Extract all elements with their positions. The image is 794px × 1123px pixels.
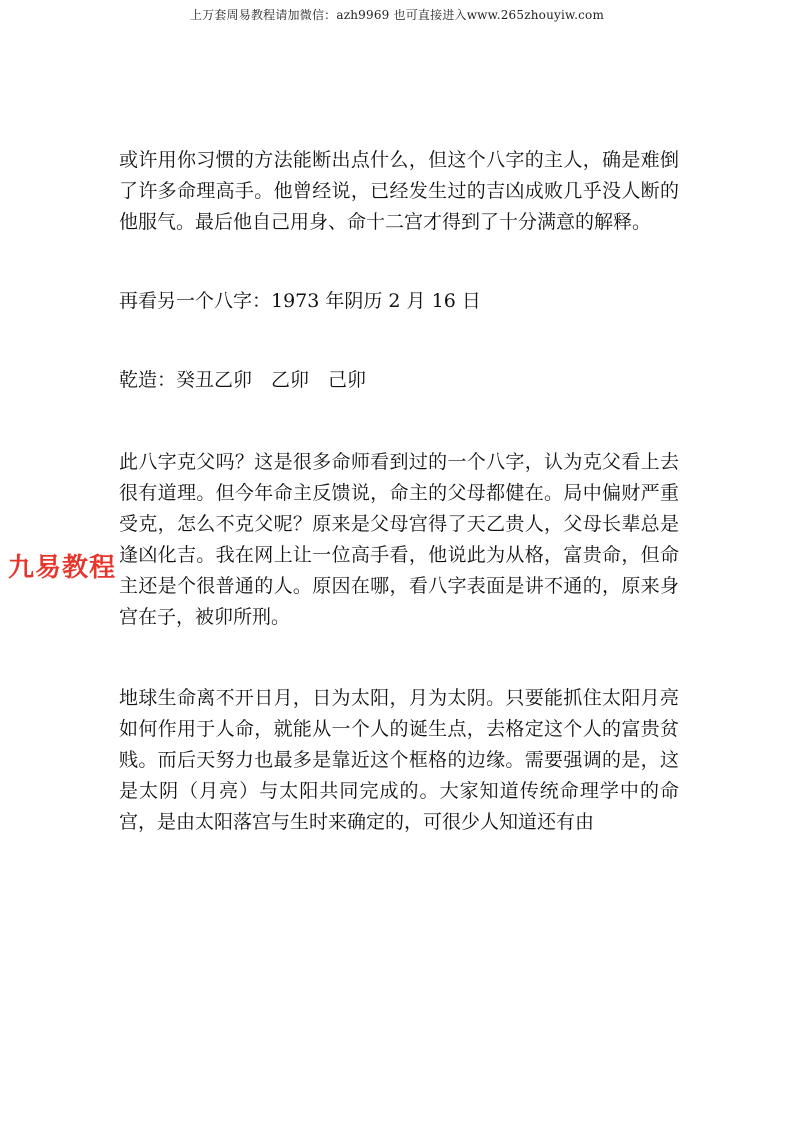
watermark-logo: 九易教程: [8, 553, 117, 583]
paragraph-3: 乾造：癸丑乙卯 乙卯 己卯: [119, 369, 367, 391]
paragraph-2: 再看另一个八字：1973 年阴历 2 月 16 日: [119, 290, 481, 312]
paragraph-4: 此八字克父吗？这是很多命师看到过的一个八字，认为克父看上去很有道理。但今年命主反馈说，命主的父母都健在。局中偏财严重受克，怎么不克父呢？原来是父母宫得了天乙贵人，父母长辈总是逢凶化吉。我在网上让一位高手看，他说此为从格，富贵命，但命主还是个很普通的人。原因在哪，看八字表面是讲不通的，原来身宫在子，被卯所刑。: [119, 451, 679, 628]
page-header: 上万套周易教程请加微信：azh9969 也可直接进入www.265zhouyiw.com: [189, 8, 605, 22]
document-body: [119, 145, 679, 838]
paragraph-1: 或许用你习惯的方法能断出点什么，但这个八字的主人，确是难倒了许多命理高手。他曾经说，已经发生过的吉凶成败几乎没人断的他服气。最后他自己用身、命十二宫才得到了十分满意的解释。: [119, 149, 679, 233]
paragraph-5: 地球生命离不开日月，日为太阳，月为太阴。只要能抓住太阳月亮如何作用于人命，就能从一个人的诞生点，去格定这个人的富贵贫贱。而后天努力也最多是靠近这个框格的边缘。需要强调的是，这是太阴（月亮）与太阳共同完成的。大家知道传统命理学中的命宫，是由太阳落宫与生时来确定的，可很少人知道还有由: [119, 687, 679, 833]
